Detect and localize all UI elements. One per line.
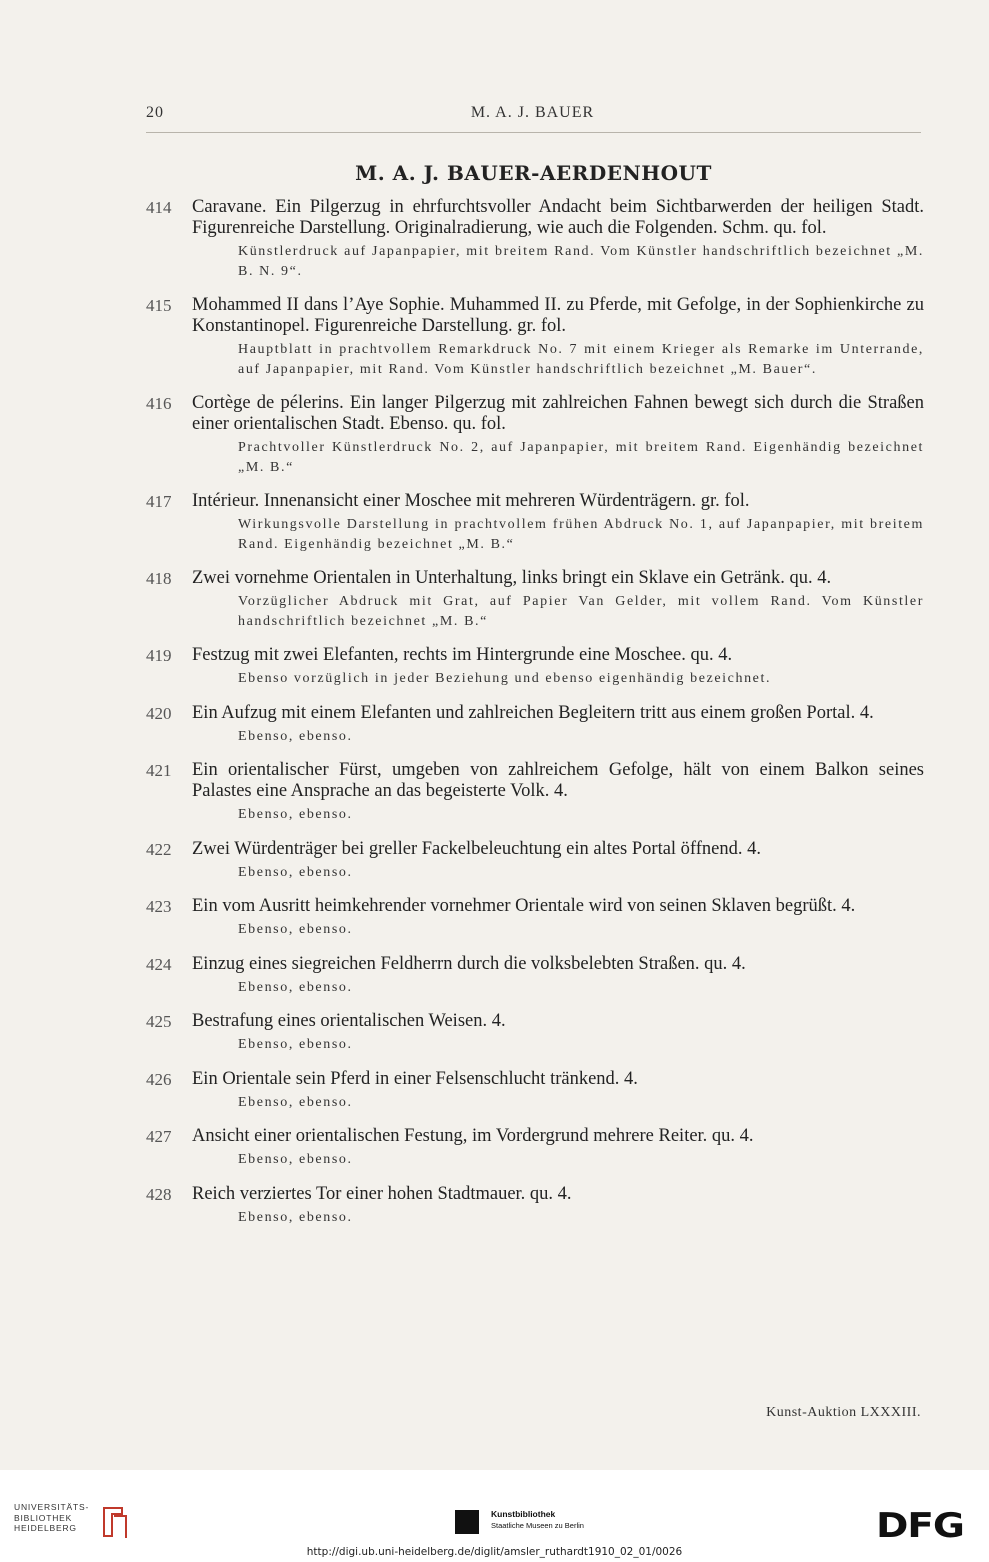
catalog-entry (146, 954, 924, 998)
entry-note: Ebenso, ebenso. (238, 1152, 353, 1167)
entry-note: Hauptblatt in prachtvollem Remarkdruck No. 7 mit einem Krieger als Remarke im Unterrande, auf Japanpapier, mit Rand. Vom Künstler handschriftlich bezeichnet „M. Bauer“. (238, 342, 924, 377)
entry-note: Prachtvoller Künstlerdruck No. 2, auf Japanpapier, mit breitem Rand. Eigenhändig bezeichnet „M. B.“ (238, 440, 924, 475)
running-head (146, 104, 919, 128)
header-rule (146, 132, 921, 133)
entry-number: 420 (146, 703, 172, 723)
university-library-logo[interactable] (14, 1502, 134, 1546)
entry-number: 425 (146, 1012, 172, 1031)
section-title: M. A. J. BAUER-AERDENHOUT (355, 161, 712, 185)
entry-note: Ebenso, ebenso. (238, 807, 353, 822)
entry-note: Wirkungsvolle Darstellung in prachtvollem frühen Abdruck No. 1, auf Japanpapier, mit breitem Rand. Eigenhändig bezeichnet „M. B.“ (238, 517, 924, 552)
catalog-entry (146, 295, 924, 379)
entry-title: Bestrafung eines orientalischen Weisen. 4. (192, 1011, 506, 1031)
kunstbibliothek-square-icon (455, 1510, 479, 1534)
entry-title: Zwei Würdenträger bei greller Fackelbeleuchtung ein altes Portal öffnend. 4. (192, 838, 762, 859)
entry-number: 414 (146, 198, 172, 217)
entry-title: Ansicht einer orientalischen Festung, im Vordergrund mehrere Reiter. qu. 4. (192, 1126, 754, 1146)
entry-title: Cortège de pélerins. Ein langer Pilgerzug mit zahlreichen Fahnen bewegt sich durch die Straßen einer orientalischen Stadt. Ebenso. qu. fol. (192, 393, 924, 434)
library-emblem-icon (92, 1502, 132, 1542)
entry-title: Ein Aufzug mit einem Elefanten und zahlreichen Begleitern tritt aus einem großen Portal. 4. (192, 702, 874, 723)
entry-note: Ebenso, ebenso. (238, 864, 353, 880)
catalog-entry (146, 839, 924, 883)
entry-note: Ebenso, ebenso. (238, 922, 353, 937)
entry-title: Reich verziertes Tor einer hohen Stadtmauer. qu. 4. (192, 1183, 572, 1204)
entry-note: Vorzüglicher Abdruck mit Grat, auf Papier Van Gelder, mit vollem Rand. Vom Künstler handschriftlich bezeichnet „M. B.“ (238, 594, 924, 629)
entry-title: Ein orientalischer Fürst, umgeben von zahlreichem Gefolge, hält von einem Balkon seines Palastes eine Ansprache an das begeisterte Volk. 4. (192, 760, 924, 801)
catalog-entry (146, 393, 924, 477)
catalog-entry (146, 1011, 924, 1055)
catalog-entry (146, 645, 924, 689)
entry-number: 421 (146, 761, 172, 780)
catalog-entry (146, 760, 924, 825)
catalog-entries (146, 197, 924, 1241)
catalog-entry (146, 568, 924, 631)
entry-title: Zwei vornehme Orientalen in Unterhaltung, links bringt ein Sklave ein Getränk. qu. 4. (192, 568, 832, 588)
entry-number: 415 (146, 296, 172, 315)
catalog-entry (146, 491, 924, 554)
catalog-entry (146, 1126, 924, 1170)
entry-note: Ebenso, ebenso. (238, 1037, 353, 1052)
entry-title: Caravane. Ein Pilgerzug in ehrfurchtsvoller Andacht beim Sichtbarwerden der heiligen Stadt. Figurenreiche Darstellung. Originalradierung, wie auch die Folgenden. Schm. qu. fol. (192, 197, 924, 238)
page-number: 20 (146, 104, 164, 121)
entry-number: 423 (146, 897, 172, 916)
entry-number: 427 (146, 1127, 172, 1146)
catalog-entry (146, 1184, 924, 1228)
entry-note: Ebenso, ebenso. (238, 1209, 353, 1225)
entry-title: Intérieur. Innenansicht einer Moschee mit mehreren Würdenträgern. gr. fol. (192, 491, 750, 511)
entry-number: 424 (146, 954, 172, 974)
entry-title: Ein Orientale sein Pferd in einer Felsenschlucht tränkend. 4. (192, 1068, 638, 1089)
entry-title: Ein vom Ausritt heimkehrender vornehmer Orientale wird von seinen Sklaven begrüßt. 4. (192, 896, 856, 916)
entry-number: 416 (146, 394, 172, 413)
entry-number: 419 (146, 646, 172, 665)
running-title: M. A. J. BAUER (470, 104, 595, 121)
catalog-entry (146, 1069, 924, 1113)
entry-note: Ebenso, ebenso. (238, 728, 353, 744)
catalog-entry (146, 197, 924, 281)
entry-number: 422 (146, 839, 172, 859)
entry-title: Einzug eines siegreichen Feldherrn durch die volksbelebten Straßen. qu. 4. (192, 953, 746, 974)
entry-number: 428 (146, 1184, 172, 1204)
catalog-entry (146, 896, 924, 940)
entry-number: 417 (146, 492, 172, 511)
dfg-logo[interactable]: DFG (876, 1506, 964, 1546)
entry-number: 426 (146, 1069, 172, 1089)
entry-number: 418 (146, 569, 172, 588)
entry-note: Ebenso, ebenso. (238, 1094, 353, 1110)
entry-note: Ebenso, ebenso. (238, 979, 353, 995)
kunstbibliothek-title: Kunstbibliothek (491, 1509, 556, 1519)
entry-note: Künstlerdruck auf Japanpapier, mit breitem Rand. Vom Künstler handschriftlich bezeichnet „M. B. N. 9“. (238, 244, 924, 279)
entry-note: Ebenso vorzüglich in jeder Beziehung und ebenso eigenhändig bezeichnet. (238, 671, 772, 686)
kunstbibliothek-subtitle: Staatliche Museen zu Berlin (491, 1521, 584, 1530)
auction-footer: Kunst-Auktion LXXXIII. (766, 1405, 921, 1420)
entry-title: Mohammed II dans l’Aye Sophie. Muhammed II. zu Pferde, mit Gefolge, in der Sophienkirche zu Konstantinopel. Figurenreiche Darstellung. gr. fol. (192, 295, 924, 336)
university-library-logo-text: UNIVERSITÄTS- BIBLIOTHEK HEIDELBERG (14, 1502, 90, 1533)
source-url[interactable]: http://digi.ub.uni-heidelberg.de/diglit/amsler_ruthardt1910_02_01/0026 (306, 1546, 683, 1558)
catalog-entry (146, 703, 924, 747)
entry-title: Festzug mit zwei Elefanten, rechts im Hintergrunde eine Moschee. qu. 4. (192, 645, 733, 665)
kunstbibliothek-logo[interactable] (455, 1506, 635, 1536)
